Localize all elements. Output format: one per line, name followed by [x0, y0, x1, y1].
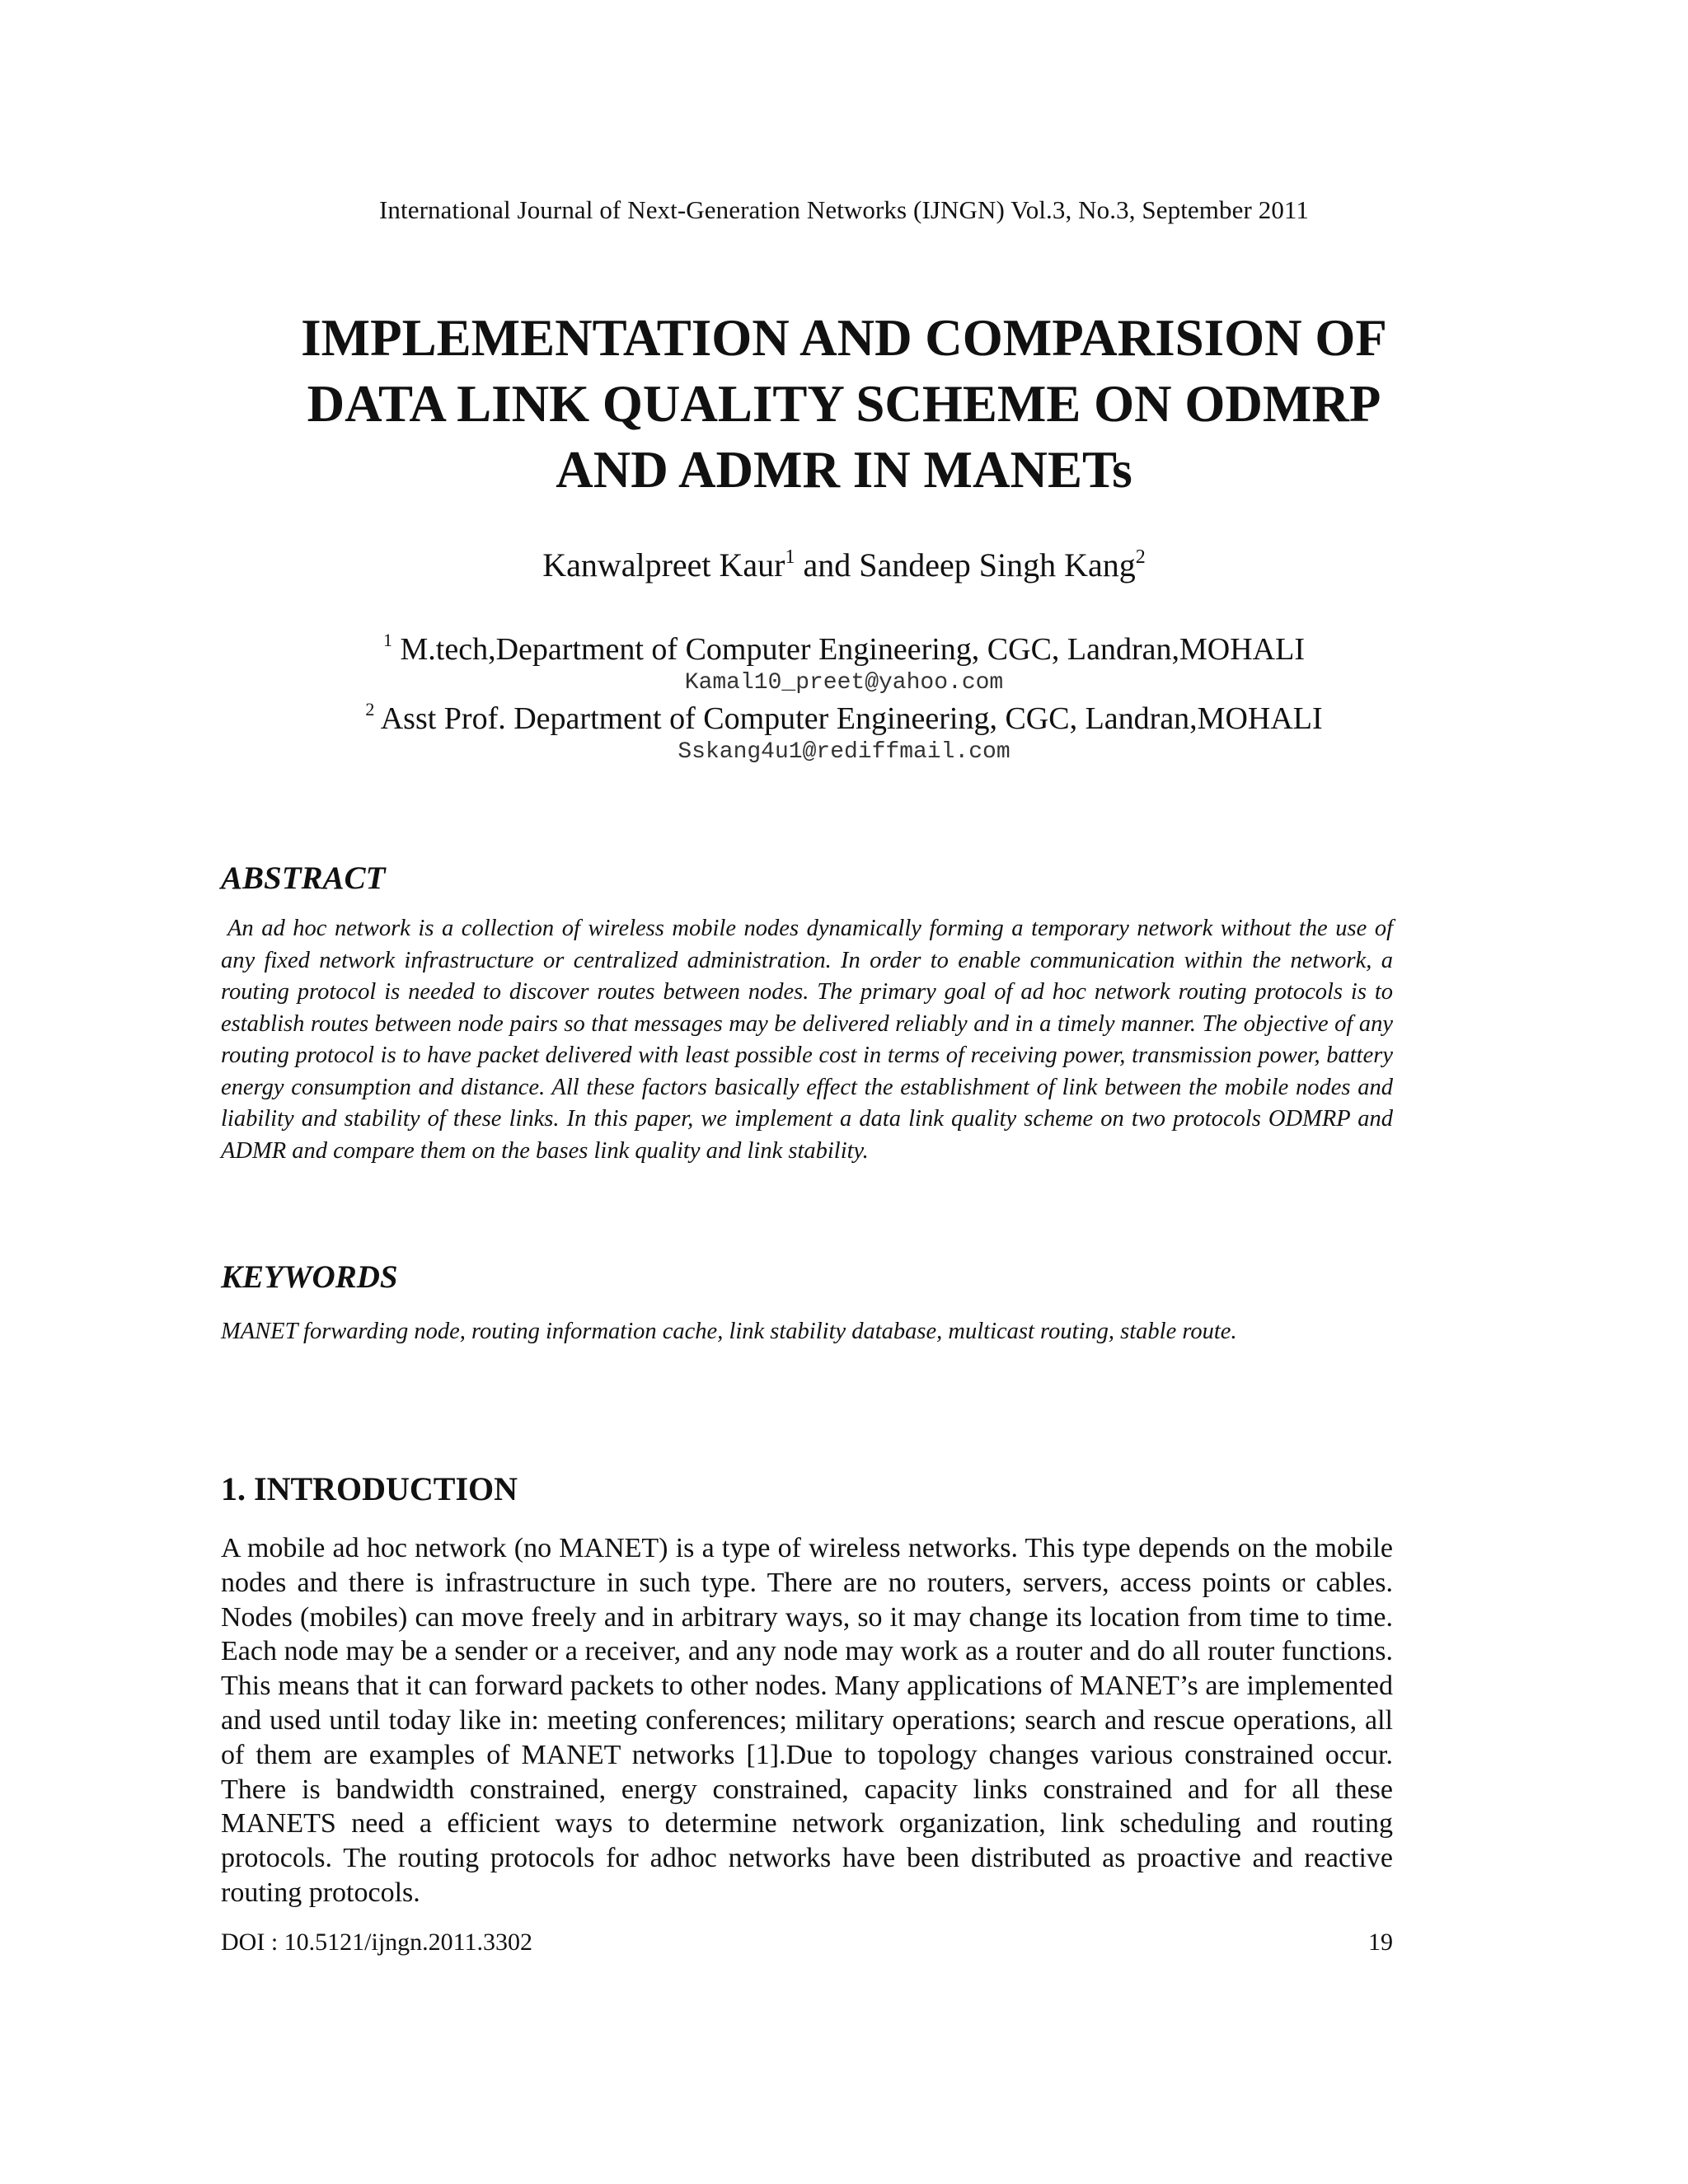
keywords-heading: KEYWORDS — [221, 1259, 398, 1295]
author-conjunction: and — [795, 546, 860, 583]
abstract-heading: ABSTRACT — [221, 860, 386, 896]
author-list — [0, 546, 1688, 584]
author-email-1: Kamal10_preet@yahoo.com — [684, 670, 1004, 696]
title-line-3: AND ADMR IN MANETs — [556, 441, 1132, 499]
affiliation-text: Asst Prof. Department of Computer Engineering, CGC, Landran,MOHALI — [374, 701, 1323, 736]
abstract-text: An ad hoc network is a collection of wireless mobile nodes dynamically forming a temporary network without the use of any fixed network infrastructure or centralized administration. In order to enable communication within the network, a routing protocol is needed to discover routes between nodes. The primary goal of ad hoc network routing protocols is to establish routes between node pairs so that messages may be delivered reliably and in a timely manner. The objective of any routing protocol is to have packet delivered with least possible cost in terms of receiving power, transmission power, battery energy consumption and distance. All these factors basically effect the establishment of link between the mobile nodes and liability and stability of these links. In this paper, we implement a data link quality scheme on two protocols ODMRP and ADMR and compare them on the bases link quality and link stability. — [221, 916, 1393, 1164]
affiliation-1 — [0, 631, 1688, 668]
page-number: 19 — [1368, 1929, 1393, 1956]
title-line-1: IMPLEMENTATION AND COMPARISION OF — [301, 309, 1387, 367]
doi-footer: DOI : 10.5121/ijngn.2011.3302 — [221, 1929, 533, 1956]
keywords-text: MANET forwarding node, routing information cache, link stability database, multicast routing, stable route. — [221, 1319, 1237, 1344]
introduction-text: A mobile ad hoc network (no MANET) is a type of wireless networks. This type depends on the mobile nodes and there is infrastructure in such type. There are no routers, servers, access points or cables. Nodes (mobiles) can move freely and in arbitrary ways, so it may change its location from time to time. Each node may be a sender or a receiver, and any node may work as a router and do all router functions. This means that it can forward packets to other nodes. Many applications of MANET’s are implemented and used until today like in: meeting conferences; military operations; search and rescue operations, all of them are examples of MANET networks [1].Due to topology changes various constrained occur. There is bandwidth constrained, energy constrained, capacity links constrained and for all these MANETS need a efficient ways to determine network organization, link scheduling and routing protocols. The routing protocols for adhoc networks have been distributed as proactive and reactive routing protocols. — [221, 1533, 1393, 1908]
title-line-2: DATA LINK QUALITY SCHEME ON ODMRP — [307, 375, 1381, 433]
affiliation-2 — [0, 701, 1688, 737]
introduction-heading: 1. INTRODUCTION — [221, 1470, 518, 1507]
author-name: Sandeep Singh Kang — [859, 546, 1136, 583]
author-name: Kanwalpreet Kaur — [542, 546, 785, 583]
author-email-2: Sskang4u1@rediffmail.com — [678, 739, 1010, 765]
affiliation-mark: 2 — [365, 699, 375, 719]
affiliation-text: M.tech,Department of Computer Engineering, CGC, Landran,MOHALI — [392, 632, 1305, 667]
author-affiliation-mark: 1 — [785, 546, 795, 568]
author-affiliation-mark: 2 — [1135, 546, 1146, 568]
affiliation-mark: 1 — [382, 630, 392, 650]
paper-title — [165, 305, 1523, 503]
running-header: International Journal of Next-Generation Networks (IJNGN) Vol.3, No.3, September 2011 — [379, 195, 1309, 224]
